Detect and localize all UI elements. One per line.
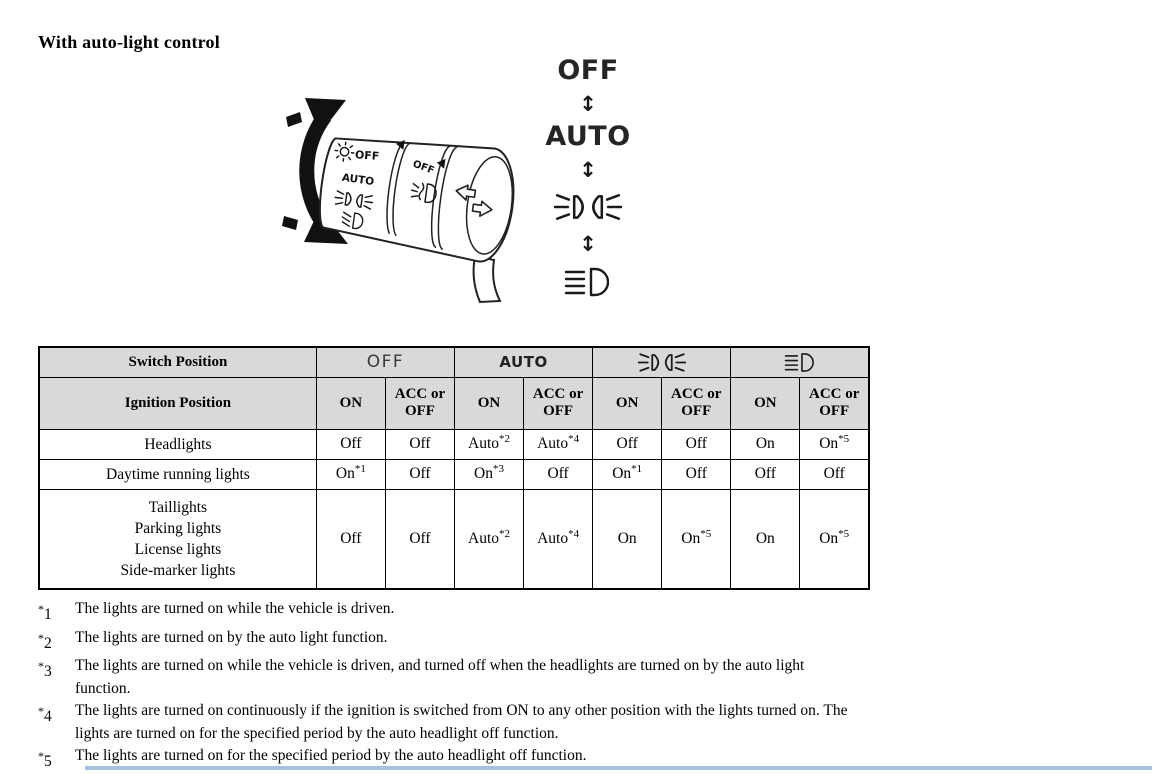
- ignition-position-header: Ignition Position: [39, 377, 316, 429]
- table-cell: On$^{*1}$: [593, 459, 662, 489]
- page-title: With auto-light control: [38, 32, 220, 53]
- footnote: *3 The lights are turned on while the vehicle is driven, and turned off when the headlights are turned on by the auto light function.: [38, 655, 858, 700]
- col-auto-header: AUTO: [454, 347, 592, 377]
- ignition-on-header: ON: [454, 377, 523, 429]
- table-cell: On: [731, 429, 800, 459]
- row-label: Headlights: [39, 429, 316, 459]
- switch-position-indicator: [518, 56, 658, 302]
- footnotes: [38, 598, 858, 774]
- table-cell: On$^{*1}$: [316, 459, 385, 489]
- fog-ring-off-label: OFF: [411, 159, 436, 177]
- footnote: *4 The lights are turned on continuously if the ignition is switched from ON to any other position with the lights turned on. The lights are turned on for the specified period by the auto headlight off function.: [38, 700, 858, 745]
- headlights-icon: [781, 352, 819, 373]
- stalk-body: [314, 125, 520, 265]
- light-function-table: [38, 346, 870, 590]
- table-cell: On$^{*5}$: [800, 429, 869, 459]
- ignition-on-header: ON: [316, 377, 385, 429]
- table-cell: On$^{*5}$: [800, 489, 869, 589]
- switch-position-header: Switch Position: [39, 347, 316, 377]
- position-lamps-icon: [636, 352, 688, 373]
- light-stalk-illustration: [278, 88, 538, 308]
- ignition-acc-off-header: ACC or OFF: [385, 377, 454, 429]
- table-header-row-switch: [39, 347, 869, 377]
- row-label: Taillights Parking lights License lights Side-marker lights: [39, 489, 316, 589]
- footnote: *2 The lights are turned on by the auto light function.: [38, 627, 858, 656]
- col-position-lamps-header: [593, 347, 731, 377]
- table-cell: Off: [385, 459, 454, 489]
- table-cell: Off: [662, 459, 731, 489]
- page-bottom-rule: [85, 766, 1152, 770]
- ignition-on-header: ON: [731, 377, 800, 429]
- table-cell: Off: [662, 429, 731, 459]
- row-label: Daytime running lights: [39, 459, 316, 489]
- up-down-arrow-icon: ↕: [579, 232, 597, 256]
- ignition-on-header: ON: [593, 377, 662, 429]
- col-off-header: OFF: [316, 347, 454, 377]
- table-cell: Auto$^{*2}$: [454, 489, 523, 589]
- table-cell: Auto$^{*2}$: [454, 429, 523, 459]
- collar-auto-label: AUTO: [341, 172, 375, 188]
- col-headlights-header: [731, 347, 869, 377]
- collar-off-label: OFF: [354, 148, 379, 163]
- ignition-acc-off-header: ACC or OFF: [524, 377, 593, 429]
- footnote: *5 The lights are turned on for the specified period by the auto headlight off function.: [38, 745, 858, 774]
- table-cell: Off: [524, 459, 593, 489]
- table-cell: Off: [316, 429, 385, 459]
- headlights-icon: [560, 266, 616, 298]
- table-cell: Off: [731, 459, 800, 489]
- position-off-label: OFF: [557, 56, 618, 86]
- table-cell: Off: [385, 429, 454, 459]
- table-row: [39, 489, 869, 589]
- table-cell: Auto$^{*4}$: [524, 489, 593, 589]
- stalk-tail: [474, 256, 500, 302]
- table-cell: Off: [385, 489, 454, 589]
- up-down-arrow-icon: ↕: [579, 158, 597, 182]
- table-cell: Off: [800, 459, 869, 489]
- position-lamps-icon: [554, 192, 622, 222]
- footnote: *1 The lights are turned on while the vehicle is driven.: [38, 598, 858, 627]
- table-row: [39, 429, 869, 459]
- table-cell: Off: [593, 429, 662, 459]
- table-row: [39, 459, 869, 489]
- ignition-acc-off-header: ACC or OFF: [662, 377, 731, 429]
- position-auto-label: AUTO: [545, 122, 630, 152]
- table-cell: On: [731, 489, 800, 589]
- table-cell: Auto$^{*4}$: [524, 429, 593, 459]
- table-cell: On$^{*5}$: [662, 489, 731, 589]
- table-header-row-ignition: [39, 377, 869, 429]
- up-down-arrow-icon: ↕: [579, 92, 597, 116]
- table-cell: On$^{*3}$: [454, 459, 523, 489]
- ignition-acc-off-header: ACC or OFF: [800, 377, 869, 429]
- table-cell: Off: [316, 489, 385, 589]
- table-cell: On: [593, 489, 662, 589]
